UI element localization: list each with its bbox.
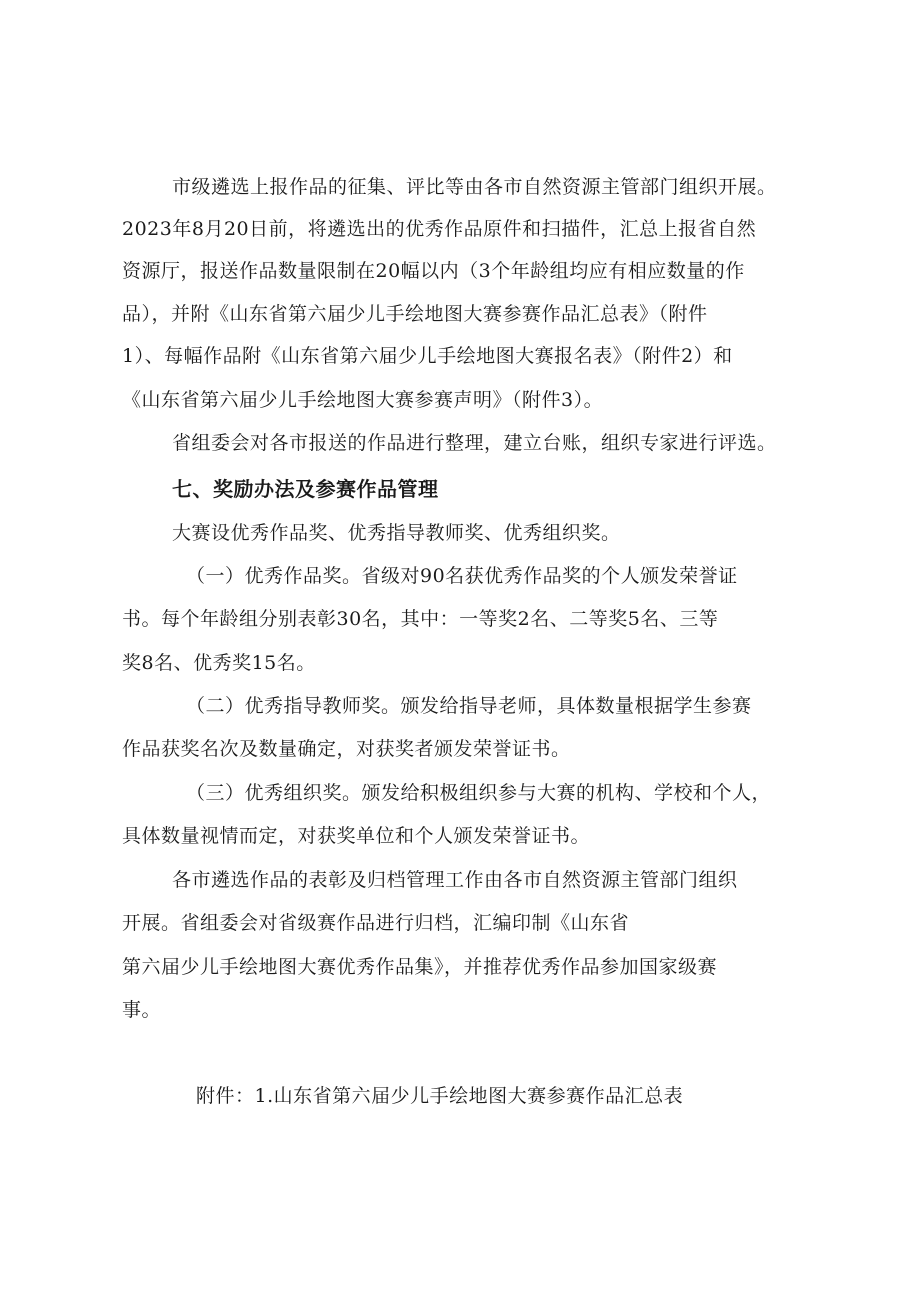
paragraph-line-9: （一）优秀作品奖。省级对90名获优秀作品奖的个人颁发荣誉证 bbox=[186, 565, 738, 587]
paragraph-line-16: 各市遴选作品的表彰及归档管理工作由各市自然资源主管部门组织 bbox=[172, 869, 738, 891]
attachment-line: 附件：1.山东省第六届少儿手绘地图大赛参赛作品汇总表 bbox=[196, 1085, 684, 1107]
paragraph-line-4: 品），并附《山东省第六届少儿手绘地图大赛参赛作品汇总表》（附件 bbox=[122, 303, 708, 325]
paragraph-line-12: （二）优秀指导教师奖。颁发给指导老师，具体数量根据学生参赛 bbox=[186, 695, 752, 717]
paragraph-line-6: 《山东省第六届少儿手绘地图大赛参赛声明》（附件3）。 bbox=[122, 389, 604, 411]
paragraph-line-5: 1）、每幅作品附《山东省第六届少儿手绘地图大赛报名表》（附件2）和 bbox=[122, 345, 733, 367]
paragraph-line-3: 资源厅，报送作品数量限制在20幅以内（3个年龄组均应有相应数量的作 bbox=[122, 260, 745, 282]
paragraph-line-19: 事。 bbox=[122, 999, 162, 1021]
paragraph-line-2: 2023年8月20日前，将遴选出的优秀作品原件和扫描件，汇总上报省自然 bbox=[122, 218, 757, 240]
paragraph-line-11: 奖8名、优秀奖15名。 bbox=[122, 652, 316, 674]
paragraph-line-13: 作品获奖名次及数量确定，对获奖者颁发荣誉证书。 bbox=[122, 738, 571, 760]
paragraph-line-1: 市级遴选上报作品的征集、评比等由各市自然资源主管部门组织开展。 bbox=[172, 176, 777, 198]
paragraph-line-17: 开展。省组委会对省级赛作品进行归档，汇编印制《山东省 bbox=[122, 912, 630, 934]
paragraph-line-7: 省组委会对各市报送的作品进行整理，建立台账，组织专家进行评选。 bbox=[172, 432, 777, 454]
paragraph-line-14: （三）优秀组织奖。颁发给积极组织参与大赛的机构、学校和个人， bbox=[186, 782, 772, 804]
paragraph-line-8: 大赛设优秀作品奖、优秀指导教师奖、优秀组织奖。 bbox=[172, 522, 621, 544]
paragraph-line-18: 第六届少儿手绘地图大赛优秀作品集》，并推荐优秀作品参加国家级赛 bbox=[122, 956, 718, 978]
paragraph-line-15: 具体数量视情而定，对获奖单位和个人颁发荣誉证书。 bbox=[122, 825, 591, 847]
paragraph-line-10: 书。每个年龄组分别表彰30名，其中：一等奖2名、二等奖5名、三等 bbox=[122, 608, 719, 630]
section-heading: 七、奖励办法及参赛作品管理 bbox=[172, 477, 439, 501]
